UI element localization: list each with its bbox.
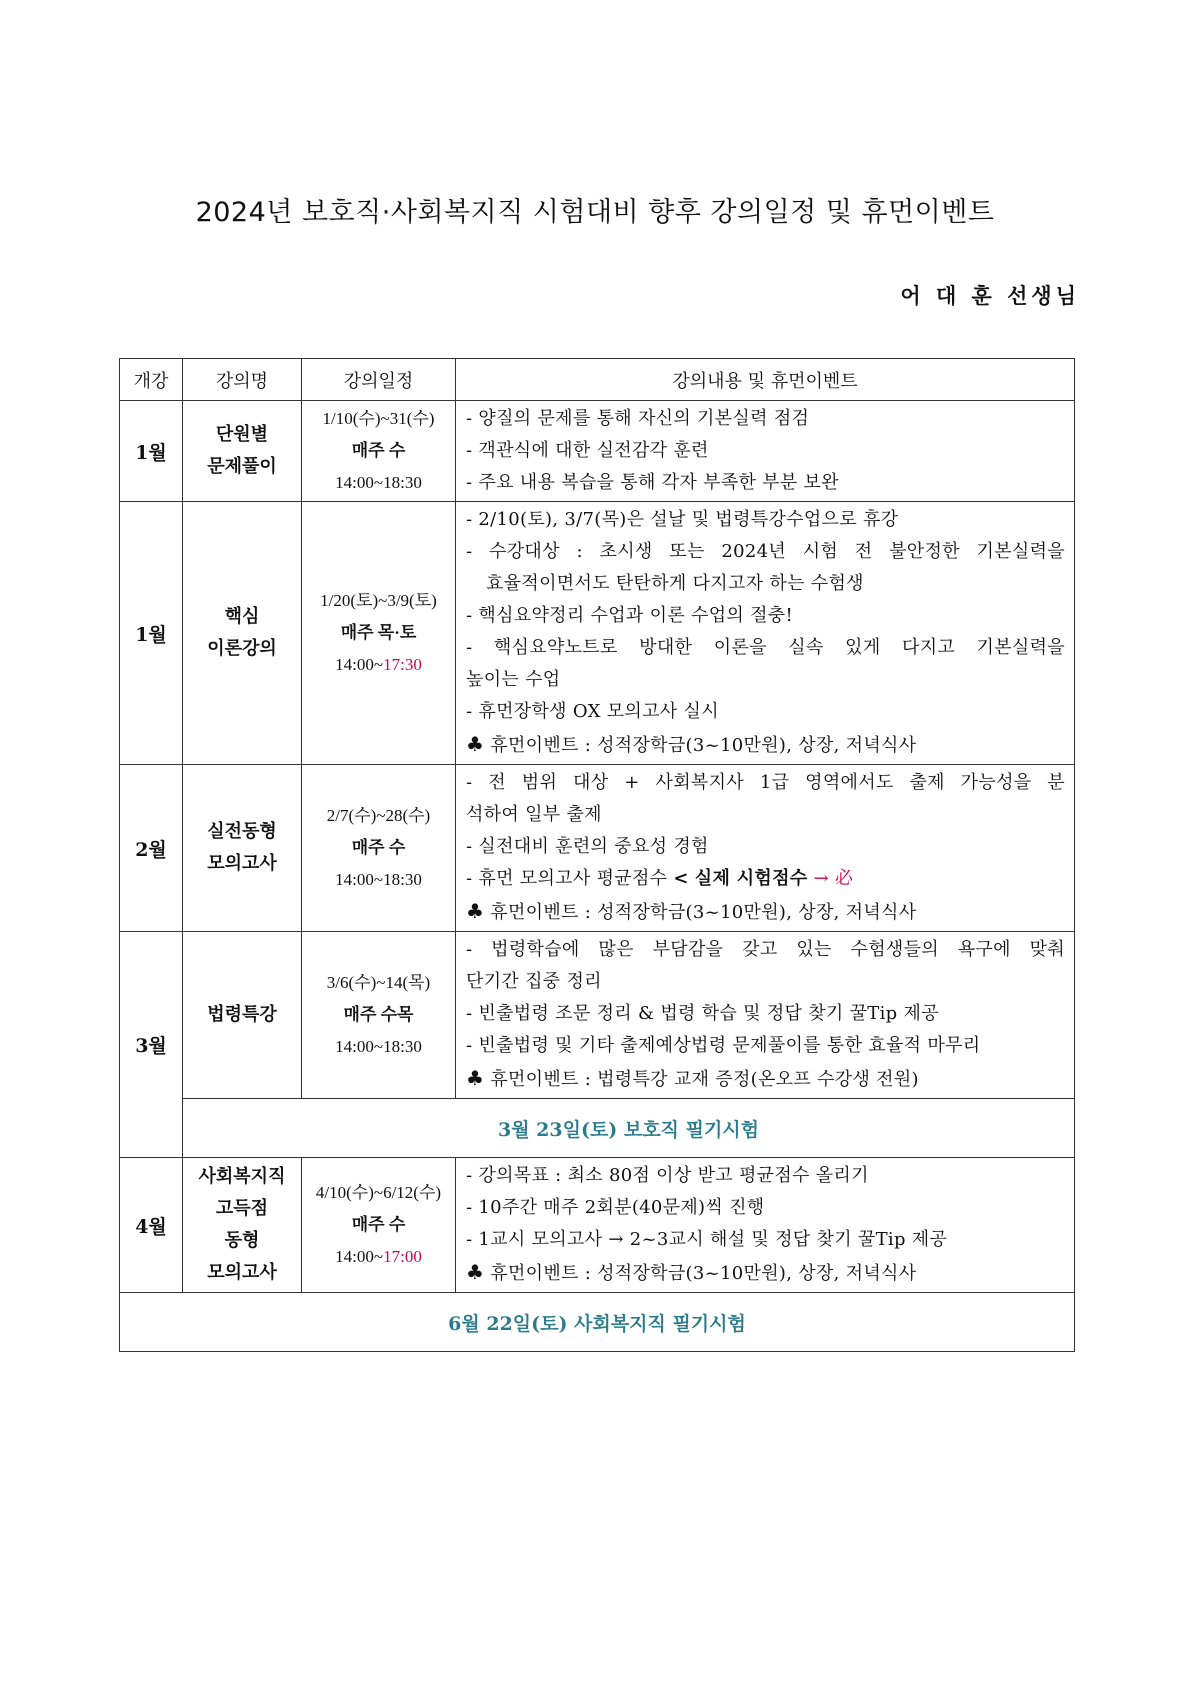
event-line xyxy=(466,895,1065,929)
time-end: 17:30 xyxy=(383,655,422,674)
row-content xyxy=(456,932,1075,1099)
row-content xyxy=(456,1158,1075,1293)
course-name-line: 모의고사 xyxy=(207,853,277,874)
club-suit-icon: ♣ xyxy=(466,1066,485,1090)
row-course-name xyxy=(183,502,302,765)
row-month: 3월 xyxy=(120,932,183,1158)
content-line: - 객관식에 대한 실전감각 훈련 xyxy=(466,440,709,461)
content-line: - 빈출법령 조문 정리 & 법령 학습 및 정답 찾기 꿀Tip 제공 xyxy=(466,1003,939,1024)
event-text: 휴먼이벤트 : 성적장학금(3~10만원), 상장, 저녁식사 xyxy=(490,902,917,923)
time-end: 18:30 xyxy=(383,1037,422,1056)
exam-notice-june: 6월 22일(토) 사회복지직 필기시험 xyxy=(120,1293,1075,1352)
content-line: 단기간 집중 정리 xyxy=(466,971,602,992)
time-start: 14:00~ xyxy=(335,870,384,889)
table-row xyxy=(120,932,1075,1099)
content-highlight: → 必 xyxy=(813,868,854,889)
event-line xyxy=(466,728,1065,762)
content-line: - 2/10(토), 3/7(목)은 설날 및 법령특강수업으로 휴강 xyxy=(466,509,899,530)
row-month: 1월 xyxy=(120,401,183,502)
time-start: 14:00~ xyxy=(335,655,384,674)
time-range xyxy=(302,1031,455,1063)
course-name-line: 법령특강 xyxy=(207,1004,277,1025)
time-range xyxy=(302,1241,455,1273)
date-range: 1/20(토)~3/9(토) xyxy=(320,591,437,610)
row-month: 2월 xyxy=(120,765,183,932)
time-end: 18:30 xyxy=(383,870,422,889)
date-range: 3/6(수)~14(목) xyxy=(326,973,431,992)
content-line: - 10주간 매주 2회분(40문제)씩 진행 xyxy=(466,1197,765,1218)
less-than-sign: < xyxy=(673,868,689,889)
author-name: 어 대 훈 선생님 xyxy=(900,284,1080,308)
course-name-line: 단원별 xyxy=(215,424,269,445)
table-header-row xyxy=(120,359,1075,401)
course-name-line: 사회복지직 xyxy=(198,1166,286,1187)
course-name-line: 문제풀이 xyxy=(207,456,277,477)
row-course-name xyxy=(183,401,302,502)
weekdays: 매주 수목 xyxy=(343,1005,414,1024)
row-content xyxy=(456,502,1075,765)
row-course-name xyxy=(183,932,302,1099)
date-range: 1/10(수)~31(수) xyxy=(322,409,435,428)
date-range: 2/7(수)~28(수) xyxy=(326,806,431,825)
course-name-line: 동형 xyxy=(224,1230,260,1251)
time-range xyxy=(302,467,455,499)
course-name-line: 모의고사 xyxy=(207,1262,277,1283)
time-end: 17:00 xyxy=(383,1247,422,1266)
weekdays: 매주 수 xyxy=(351,441,406,460)
content-line: - 실전대비 훈련의 중요성 경험 xyxy=(466,836,709,857)
header-schedule: 강의일정 xyxy=(302,359,456,401)
header-month: 개강 xyxy=(120,359,183,401)
header-content: 강의내용 및 휴먼이벤트 xyxy=(456,359,1075,401)
weekdays: 매주 수 xyxy=(351,838,406,857)
content-line: - 핵심요약정리 수업과 이론 수업의 절충! xyxy=(466,605,794,626)
content-emphasis: 실제 시험점수 xyxy=(694,868,808,889)
event-text: 휴먼이벤트 : 성적장학금(3~10만원), 상장, 저녁식사 xyxy=(490,1263,917,1284)
row-content xyxy=(456,765,1075,932)
event-line xyxy=(466,1256,1065,1290)
row-month: 1월 xyxy=(120,502,183,765)
content-line: - 수강대상 : 초시생 또는 2024년 시험 전 불안정한 기본실력을 xyxy=(466,541,1065,562)
club-suit-icon: ♣ xyxy=(466,899,485,923)
weekdays: 매주 수 xyxy=(351,1215,406,1234)
row-course-name xyxy=(183,765,302,932)
club-suit-icon: ♣ xyxy=(466,732,485,756)
row-schedule xyxy=(302,401,456,502)
row-schedule xyxy=(302,1158,456,1293)
row-content xyxy=(456,401,1075,502)
content-line: - 휴먼장학생 OX 모의고사 실시 xyxy=(466,701,719,722)
content-line: 효율적이면서도 탄탄하게 다지고자 하는 수험생 xyxy=(486,573,864,594)
content-line: - 강의목표 : 최소 80점 이상 받고 평균점수 올리기 xyxy=(466,1165,869,1186)
event-text: 휴먼이벤트 : 성적장학금(3~10만원), 상장, 저녁식사 xyxy=(490,735,917,756)
exam-row xyxy=(120,1293,1075,1352)
header-course-name: 강의명 xyxy=(183,359,302,401)
schedule-table xyxy=(119,358,1075,1352)
row-schedule xyxy=(302,932,456,1099)
content-line: - 주요 내용 복습을 통해 각자 부족한 부분 보완 xyxy=(466,472,839,493)
table-row xyxy=(120,401,1075,502)
time-end: 18:30 xyxy=(383,473,422,492)
table-row xyxy=(120,765,1075,932)
date-range: 4/10(수)~6/12(수) xyxy=(315,1183,442,1202)
content-text: - 휴먼 모의고사 평균점수 xyxy=(466,868,668,889)
event-text: 휴먼이벤트 : 법령특강 교재 증정(온오프 수강생 전원) xyxy=(490,1069,919,1090)
time-range xyxy=(302,649,455,681)
weekdays: 매주 목·토 xyxy=(340,623,417,642)
event-line xyxy=(466,1062,1065,1096)
content-line: - 빈출법령 및 기타 출제예상법령 문제풀이를 통한 효율적 마무리 xyxy=(466,1035,981,1056)
table-row xyxy=(120,1158,1075,1293)
time-start: 14:00~ xyxy=(335,1247,384,1266)
content-line: 높이는 수업 xyxy=(466,669,561,690)
club-suit-icon: ♣ xyxy=(466,1260,485,1284)
course-name-line: 이론강의 xyxy=(207,638,277,659)
row-schedule xyxy=(302,502,456,765)
row-course-name xyxy=(183,1158,302,1293)
table-row xyxy=(120,502,1075,765)
document-title: 2024년 보호직·사회복지직 시험대비 향후 강의일정 및 휴먼이벤트 xyxy=(195,197,995,228)
content-line: - 법령학습에 많은 부담감을 갖고 있는 수험생들의 욕구에 맞춰 xyxy=(466,939,1065,960)
time-start: 14:00~ xyxy=(335,473,384,492)
course-name-line: 고득점 xyxy=(215,1198,269,1219)
exam-row xyxy=(120,1099,1075,1158)
exam-notice-march: 3월 23일(토) 보호직 필기시험 xyxy=(183,1099,1075,1158)
course-name-line: 실전동형 xyxy=(207,821,277,842)
content-line: - 1교시 모의고사 → 2~3교시 해설 및 정답 찾기 꿀Tip 제공 xyxy=(466,1229,948,1250)
content-line: - 전 범위 대상 + 사회복지사 1급 영역에서도 출제 가능성을 분 xyxy=(466,772,1065,793)
content-line: - 양질의 문제를 통해 자신의 기본실력 점검 xyxy=(466,408,810,429)
row-schedule xyxy=(302,765,456,932)
content-line xyxy=(466,863,1065,895)
time-start: 14:00~ xyxy=(335,1037,384,1056)
row-month: 4월 xyxy=(120,1158,183,1293)
time-range xyxy=(302,864,455,896)
content-line: 석하여 일부 출제 xyxy=(466,804,602,825)
course-name-line: 핵심 xyxy=(224,606,260,627)
content-line: - 핵심요약노트로 방대한 이론을 실속 있게 다지고 기본실력을 xyxy=(466,637,1065,658)
